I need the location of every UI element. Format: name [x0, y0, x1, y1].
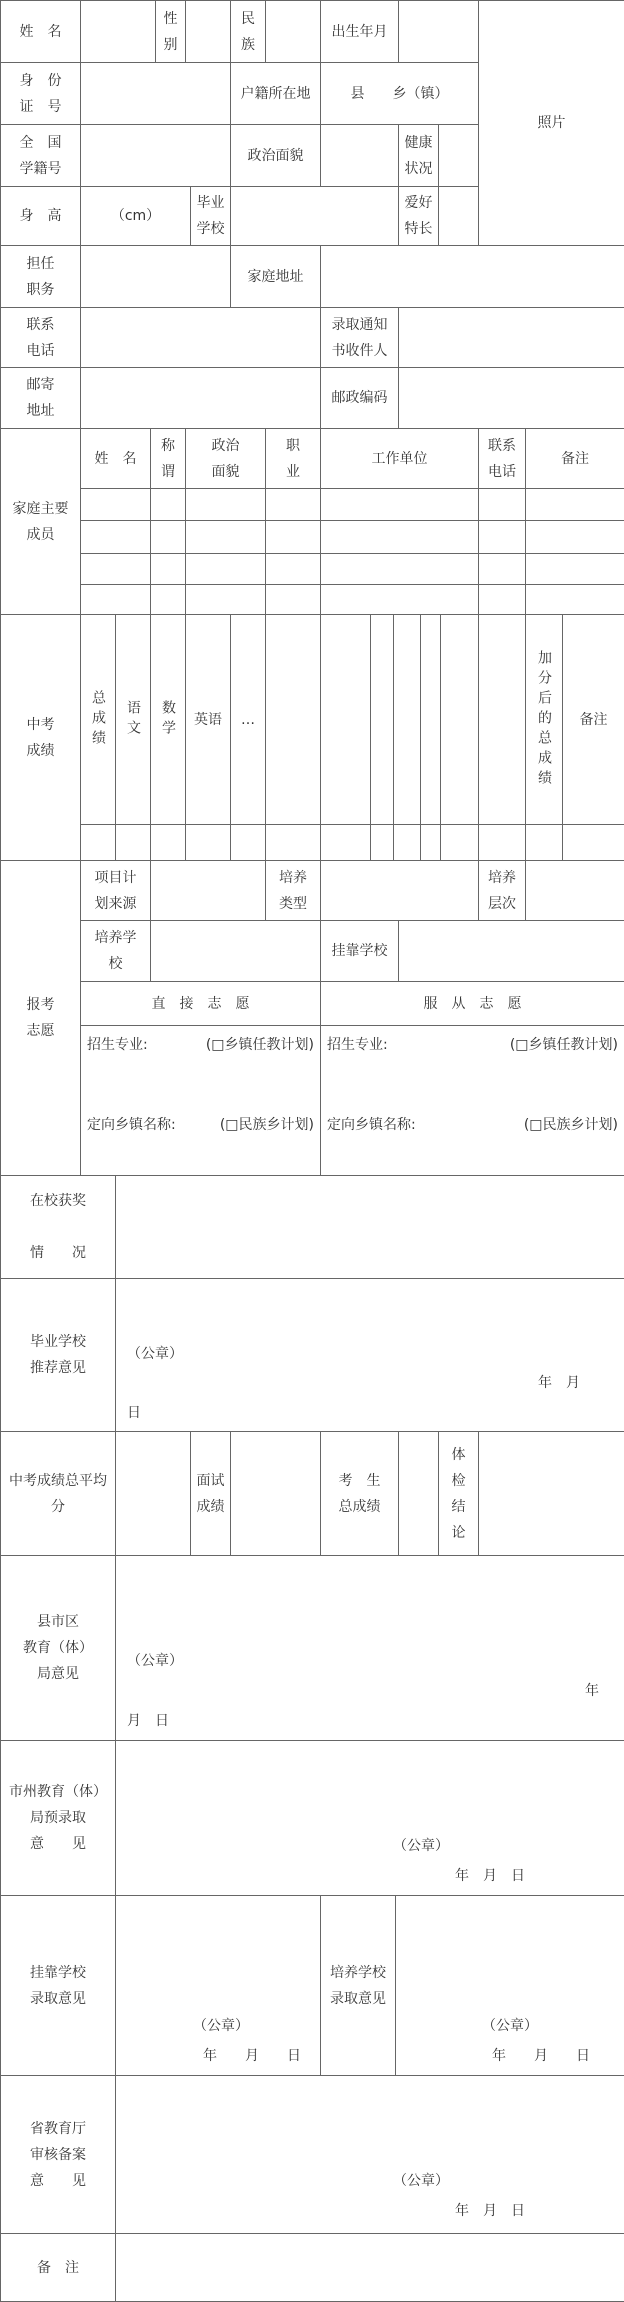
id-card-label — [0, 62, 81, 125]
family-cell-2-5[interactable] — [478, 520, 526, 554]
family-cell-4-5[interactable] — [478, 584, 526, 615]
family-cell-2-3[interactable] — [265, 520, 321, 554]
gender-field[interactable] — [185, 0, 231, 63]
family-header-6 — [525, 428, 624, 489]
affiliate-school-field[interactable] — [398, 920, 624, 982]
name-label-text: 姓 名 — [19, 23, 62, 40]
phone-label-text: 联系 电话 — [26, 316, 55, 359]
family-cell-3-4[interactable] — [320, 553, 479, 585]
height-label — [0, 186, 81, 246]
school-recommend-label-text: 毕业学校 推荐意见 — [30, 1334, 86, 1376]
height-field — [80, 186, 191, 246]
exam-subject-1 — [115, 614, 151, 825]
county-town-field — [320, 62, 479, 125]
exam-score-8[interactable] — [393, 824, 421, 861]
obey-box — [320, 1025, 624, 1176]
home-addr-field[interactable] — [320, 245, 624, 308]
exam-remark — [562, 614, 624, 825]
affiliate-opinion-seal: （公章） — [193, 2018, 249, 2034]
train-opinion-label — [320, 1895, 396, 2076]
school-recommend-day: 日 — [127, 1405, 141, 1421]
student-no-field[interactable] — [80, 124, 231, 187]
family-header-5 — [478, 428, 526, 489]
name-label — [0, 0, 81, 63]
family-header-2 — [185, 428, 266, 489]
postcode-field[interactable] — [398, 367, 624, 429]
mail-addr-field[interactable] — [80, 367, 321, 429]
postcode-label-text: 邮政编码 — [331, 390, 388, 406]
birth-label-text: 出生年月 — [331, 23, 388, 40]
ethnicity-field[interactable] — [265, 0, 321, 63]
hobby-label — [398, 186, 439, 246]
school-recommend-seal: （公章） — [127, 1346, 183, 1362]
application-label-text: 报考 志愿 — [26, 997, 55, 1039]
school-recommend-field[interactable] — [115, 1278, 624, 1432]
family-cell-4-4[interactable] — [320, 584, 479, 615]
family-header-4 — [320, 428, 479, 489]
plan-source-field[interactable] — [150, 860, 266, 921]
family-header-2-text: 政治 面貌 — [211, 437, 240, 480]
family-header-1 — [150, 428, 186, 489]
family-cell-4-0[interactable] — [80, 584, 151, 615]
family-header-4-text: 工作单位 — [371, 450, 428, 467]
train-level-label-text: 培养 层次 — [488, 869, 516, 912]
family-cell-4-3[interactable] — [265, 584, 321, 615]
school-recommend-ym: 年 月 — [538, 1375, 580, 1391]
birth-field[interactable] — [398, 0, 479, 63]
interview-field[interactable] — [230, 1431, 321, 1556]
affiliate-opinion-date: 年 月 日 — [203, 2048, 301, 2064]
family-label — [0, 428, 81, 615]
exam-subject-1-text: 语文 — [125, 699, 141, 740]
train-school-field[interactable] — [150, 920, 321, 982]
home-addr-label — [230, 245, 321, 308]
health-field[interactable] — [438, 124, 479, 187]
avg-score-label-text: 中考成绩总平均 分 — [9, 1472, 107, 1515]
exam-total-label — [320, 1431, 399, 1556]
train-opinion-label-text: 培养学校 录取意见 — [330, 1964, 386, 2007]
train-school-label — [80, 920, 151, 982]
avg-score-label — [0, 1431, 116, 1556]
train-type-label — [265, 860, 321, 921]
exam-subject-0 — [80, 614, 116, 825]
county-edu-label-text: 县市区 教育（体） 局意见 — [23, 1614, 93, 1682]
family-header-0 — [80, 428, 151, 489]
family-cell-4-2[interactable] — [185, 584, 266, 615]
health-label-text: 健康 状况 — [404, 134, 433, 177]
exam-subject-4 — [230, 614, 266, 825]
notice-recipient-label-text: 录取通知 书收件人 — [331, 316, 388, 359]
id-card-field[interactable] — [80, 62, 231, 125]
interview-label — [190, 1431, 231, 1556]
affiliate-opinion-label — [0, 1895, 116, 2076]
family-header-5-text: 联系 电话 — [488, 437, 516, 480]
train-opinion-date: 年 月 日 — [492, 2048, 590, 2064]
name-field[interactable] — [80, 0, 156, 63]
province-label-text: 省教育厅 审核备案 意 见 — [30, 2120, 86, 2189]
notice-recipient-label — [320, 307, 399, 368]
grad-school-label-text: 毕业 学校 — [196, 195, 225, 237]
position-field[interactable] — [80, 245, 231, 308]
exam-subject-3 — [185, 614, 231, 825]
obey-choice-header — [320, 981, 624, 1026]
family-cell-3-0[interactable] — [80, 553, 151, 585]
city-edu-label-text: 市州教育（体） 局预录取 意 见 — [9, 1784, 107, 1852]
city-edu-field[interactable] — [115, 1740, 624, 1896]
exam-subject-5[interactable] — [265, 614, 321, 825]
obey-township-teacher-checkbox[interactable]: (□乡镇任教计划) — [509, 1037, 618, 1053]
exam-subject-7[interactable] — [370, 614, 394, 825]
train-type-field[interactable] — [320, 860, 479, 921]
city-edu-label — [0, 1740, 116, 1896]
phone-label — [0, 307, 81, 368]
student-no-label-text: 全 国 学籍号 — [19, 134, 62, 177]
exam-subject-9[interactable] — [420, 614, 441, 825]
exam-subject-2-text: 数学 — [160, 699, 176, 740]
county-edu-label — [0, 1555, 116, 1741]
obey-choice-header-text: 服 从 志 愿 — [423, 995, 522, 1012]
exam-score-1[interactable] — [115, 824, 151, 861]
family-cell-2-0[interactable] — [80, 520, 151, 554]
exam-score-7[interactable] — [370, 824, 394, 861]
physical-label-text: 体 检 结 论 — [451, 1446, 466, 1541]
ethnicity-label — [230, 0, 266, 63]
height-field-text: （cm） — [110, 208, 161, 224]
county-edu-field[interactable] — [115, 1555, 624, 1741]
family-cell-3-6[interactable] — [525, 553, 624, 585]
exam-subject-10[interactable] — [440, 614, 479, 825]
mail-addr-label-text: 邮寄 地址 — [26, 377, 55, 419]
plan-source-label-text: 项目计 划来源 — [94, 869, 137, 912]
gender-label — [155, 0, 186, 63]
city-edu-date: 年 月 日 — [455, 1868, 525, 1884]
ethnicity-label-text: 民 族 — [241, 10, 255, 53]
notice-recipient-field[interactable] — [398, 307, 624, 368]
family-cell-1-2[interactable] — [185, 488, 266, 521]
exam-subject-6[interactable] — [320, 614, 371, 825]
exam-score-10[interactable] — [440, 824, 479, 861]
family-label-text: 家庭主要 成员 — [12, 500, 69, 543]
household-label-text: 户籍所在地 — [240, 85, 311, 102]
province-field[interactable] — [115, 2075, 624, 2234]
obey-major-label: 招生专业: — [327, 1037, 388, 1053]
exam-remark-text: 备注 — [579, 711, 608, 728]
position-label-text: 担任 职务 — [26, 255, 55, 298]
train-level-field[interactable] — [525, 860, 624, 921]
application-label — [0, 860, 81, 1176]
county-edu-seal: （公章） — [127, 1653, 183, 1669]
exam-score-3[interactable] — [185, 824, 231, 861]
family-cell-2-1[interactable] — [150, 520, 186, 554]
province-date: 年 月 日 — [455, 2203, 525, 2219]
exam-bonus-total-value[interactable] — [525, 824, 563, 861]
exam-score-9[interactable] — [420, 824, 441, 861]
family-cell-2-4[interactable] — [320, 520, 479, 554]
family-cell-2-6[interactable] — [525, 520, 624, 554]
height-label-text: 身 高 — [19, 208, 62, 224]
family-cell-3-1[interactable] — [150, 553, 186, 585]
exam-bonus-total-text: 加分后的总成绩 — [536, 649, 552, 790]
affiliate-school-label-text: 挂靠学校 — [331, 943, 388, 959]
direct-box — [80, 1025, 321, 1176]
political-label — [230, 124, 321, 187]
family-header-6-text: 备注 — [561, 450, 589, 467]
health-label — [398, 124, 439, 187]
exam-subject-0-text: 总成绩 — [90, 689, 106, 750]
gender-label-text: 性 别 — [163, 10, 178, 53]
interview-label-text: 面试 成绩 — [196, 1472, 225, 1515]
exam-subject-4-text: … — [241, 711, 255, 728]
county-edu-year: 年 — [585, 1683, 599, 1699]
physical-field[interactable] — [478, 1431, 624, 1556]
birth-label — [320, 0, 399, 63]
photo-box — [478, 0, 624, 246]
home-addr-label-text: 家庭地址 — [247, 268, 304, 285]
photo-box-text: 照片 — [537, 115, 566, 131]
family-cell-3-3[interactable] — [265, 553, 321, 585]
exam-subject-11[interactable] — [478, 614, 526, 825]
exam-total-field[interactable] — [398, 1431, 439, 1556]
direct-township-teacher-checkbox[interactable]: (□乡镇任教计划) — [205, 1037, 314, 1053]
obey-town-name-label: 定向乡镇名称: — [327, 1117, 416, 1133]
city-edu-seal: （公章） — [393, 1838, 449, 1854]
direct-choice-header-text: 直 接 志 愿 — [151, 995, 250, 1012]
household-label — [230, 62, 321, 125]
direct-ethnic-plan-checkbox[interactable]: (□民族乡计划) — [219, 1117, 314, 1133]
id-card-label-text: 身 份 证 号 — [19, 72, 62, 115]
family-cell-3-2[interactable] — [185, 553, 266, 585]
direct-choice-header — [80, 981, 321, 1026]
exam-subject-8[interactable] — [393, 614, 421, 825]
family-cell-1-3[interactable] — [265, 488, 321, 521]
family-cell-1-5[interactable] — [478, 488, 526, 521]
political-label-text: 政治面貌 — [247, 147, 304, 164]
school-recommend-label — [0, 1278, 116, 1432]
obey-ethnic-plan-checkbox[interactable]: (□民族乡计划) — [523, 1117, 618, 1133]
family-header-1-text: 称 谓 — [161, 437, 175, 480]
family-header-3-text: 职 业 — [286, 437, 300, 480]
exam-total-label-text: 考 生 总成绩 — [338, 1472, 381, 1515]
family-cell-1-6[interactable] — [525, 488, 624, 521]
awards-label — [0, 1175, 116, 1279]
position-label — [0, 245, 81, 308]
exam-score-2[interactable] — [150, 824, 186, 861]
exam-score-4[interactable] — [230, 824, 266, 861]
family-cell-3-5[interactable] — [478, 553, 526, 585]
family-header-3 — [265, 428, 321, 489]
affiliate-school-label — [320, 920, 399, 982]
train-school-label-text: 培养学 校 — [94, 930, 137, 972]
student-no-label — [0, 124, 81, 187]
hobby-field[interactable] — [438, 186, 479, 246]
remarks-label-text: 备 注 — [37, 2259, 79, 2276]
family-cell-1-4[interactable] — [320, 488, 479, 521]
political-field[interactable] — [320, 124, 399, 187]
province-seal: （公章） — [393, 2173, 449, 2189]
exam-subject-3-text: 英语 — [194, 711, 222, 728]
family-cell-1-1[interactable] — [150, 488, 186, 521]
exam-score-6[interactable] — [320, 824, 371, 861]
exam-score-11[interactable] — [478, 824, 526, 861]
grad-school-label — [190, 186, 231, 246]
postcode-label — [320, 367, 399, 429]
exam-bonus-total — [525, 614, 563, 825]
remarks-field[interactable] — [115, 2233, 624, 2302]
hobby-label-text: 爱好 特长 — [404, 195, 433, 237]
direct-town-name-label: 定向乡镇名称: — [87, 1117, 176, 1133]
affiliate-opinion-label-text: 挂靠学校 录取意见 — [30, 1964, 86, 2007]
county-town-field-text: 县 乡（镇） — [350, 85, 449, 102]
plan-source-label — [80, 860, 151, 921]
direct-major-label: 招生专业: — [87, 1037, 148, 1053]
awards-field[interactable] — [115, 1175, 624, 1279]
family-cell-4-6[interactable] — [525, 584, 624, 615]
family-cell-2-2[interactable] — [185, 520, 266, 554]
phone-field[interactable] — [80, 307, 321, 368]
train-type-label-text: 培养 类型 — [279, 869, 307, 912]
county-edu-md: 月 日 — [127, 1713, 169, 1729]
physical-label — [438, 1431, 479, 1556]
family-cell-1-0[interactable] — [80, 488, 151, 521]
exam-label — [0, 614, 81, 861]
awards-label-text: 在校获奖 情 况 — [30, 1193, 86, 1261]
mail-addr-label — [0, 367, 81, 429]
grad-school-field[interactable] — [230, 186, 399, 246]
family-header-0-text: 姓 名 — [94, 450, 137, 467]
exam-score-0[interactable] — [80, 824, 116, 861]
exam-label-text: 中考 成绩 — [26, 716, 55, 759]
train-opinion-seal: （公章） — [482, 2018, 538, 2034]
province-label — [0, 2075, 116, 2234]
remarks-label — [0, 2233, 116, 2302]
family-cell-4-1[interactable] — [150, 584, 186, 615]
exam-remark-value[interactable] — [562, 824, 624, 861]
exam-score-5[interactable] — [265, 824, 321, 861]
train-level-label — [478, 860, 526, 921]
exam-subject-2 — [150, 614, 186, 825]
avg-score-field[interactable] — [115, 1431, 191, 1556]
